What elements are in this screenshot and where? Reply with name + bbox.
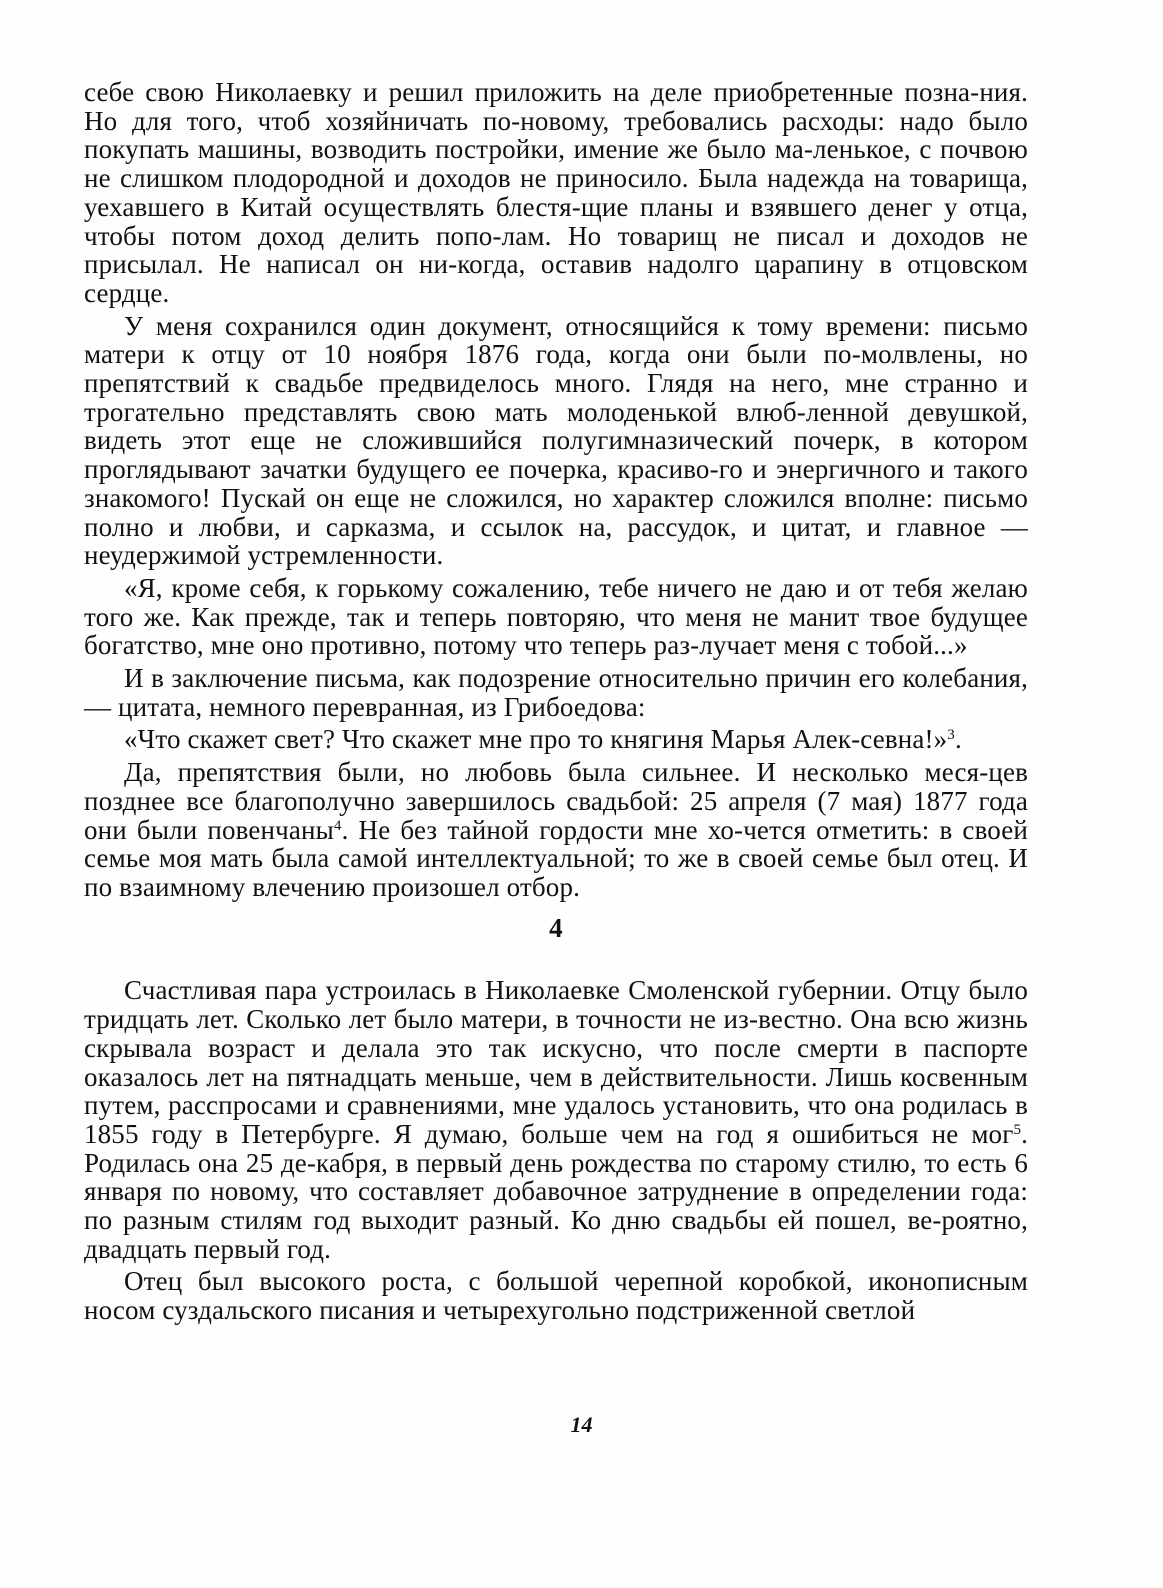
footnote-ref-3: 3 bbox=[947, 727, 955, 744]
paragraph-wedding bbox=[84, 758, 1028, 902]
footnote-ref-4: 4 bbox=[333, 817, 342, 834]
footnote-ref-5: 5 bbox=[1013, 1121, 1022, 1138]
section-number: 4 bbox=[549, 912, 563, 943]
paragraph-wedding-text-b: . Не без тайной гордости мне хо-чется отметить: в своей семье моя мать была самой интеллектуальной; то же в своей семье был отец. И по взаимному влечению произошел отбор. bbox=[84, 814, 1028, 902]
quote-griboedov-text: «Что скажет свет? Что скажет мне про то княгиня Марья Алек-севна!» bbox=[124, 724, 948, 755]
text-column bbox=[84, 78, 1028, 1329]
page-number: 14 bbox=[570, 1412, 593, 1437]
paragraph-conclusion: И в заключение письма, как подозрение относительно причин его колебания, — цитата, немного перевранная, из Грибоедова: bbox=[84, 663, 1028, 722]
paragraph-couple-text-b: . Родилась она 25 де-кабря, в первый день рождества по старому стилю, то есть 6 января по новому, что составляет добавочное затруднение в определении года: по разным стилям год выходит разный. Ко дню свадьбы ей пошел, ве-роятно, двадцать первый год. bbox=[84, 1118, 1028, 1264]
quote-letter: «Я, кроме себя, к горькому сожалению, тебе ничего не даю и от тебя желаю того же. Как прежде, так и теперь повторяю, что меня не манит твое будущее богатство, мне оно противно, потому что теперь раз-лучает меня с тобой...» bbox=[84, 572, 1028, 661]
paragraph-wedding-text-a: Да, препятствия были, но любовь была сильнее. И несколько меся-цев позднее все благополучно завершилось свадьбой: 25 апреля (7 мая) 1877 года они были повенчаны bbox=[84, 757, 1028, 845]
paragraph-couple-text-a: Счастливая пара устроилась в Николаевке Смоленской губернии. Отцу было тридцать лет. Сколько лет было матери, в точности не из-вестно. Она всю жизнь скрывала возраст и делала это так искусно, что после смерти в паспорте оказалось лет на пятнадцать меньше, чем в действительности. Лишь косвенным путем, расспросами и сравнениями, мне удалось установить, что она родилась в 1855 году в Петербурге. Я думаю, больше чем на год я ошибиться не мог bbox=[84, 975, 1028, 1149]
quote-griboedov: «Что скажет свет? Что скажет мне про то княгиня Марья Алек-севна!»$^3$. bbox=[124, 724, 962, 755]
paragraph-father: Отец был высокого роста, с большой черепной коробкой, иконописным носом суздальского писания и четырехугольно подстриженной светлой bbox=[84, 1266, 1028, 1326]
paragraph-document: У меня сохранился один документ, относящийся к тому времени: письмо матери к отцу от 10 ноября 1876 года, когда они были по-молвлены, но препятствий к свадьбе предвиделось много. Глядя на него, мне странно и трогательно представлять свою мать молоденькой влюб-ленной девушкой, видеть этот еще не сложившийся полугимназический почерк, в котором проглядывают зачатки будущего ее почерка, красиво-го и энергичного и такого знакомого! Пускай он еще не сложился, но характер сложился вполне: письмо полно и любви, и сарказма, и ссылок на, рассудок, и цитат, и главное — неудержимой устремленности. bbox=[84, 310, 1028, 571]
paragraph-couple bbox=[84, 976, 1028, 1263]
paragraph-nikolaevka: себе свою Николаевку и решил приложить на деле приобретенные позна-ния. Но для того, чтоб хозяйничать по-новому, требовались расходы: надо было покупать машины, возводить постройки, имение же было ма-ленькое, с почвою не слишком плодородной и доходов не приносило. Была надежда на товарища, уехавшего в Китай осуществлять блестя-щие планы и взявшего денег у отца, чтобы потом доход делить попо-лам. Но товарищ не писал и доходов не присылал. Не написал он ни-когда, оставив надолго царапину в отцовском сердце. bbox=[84, 77, 1028, 308]
